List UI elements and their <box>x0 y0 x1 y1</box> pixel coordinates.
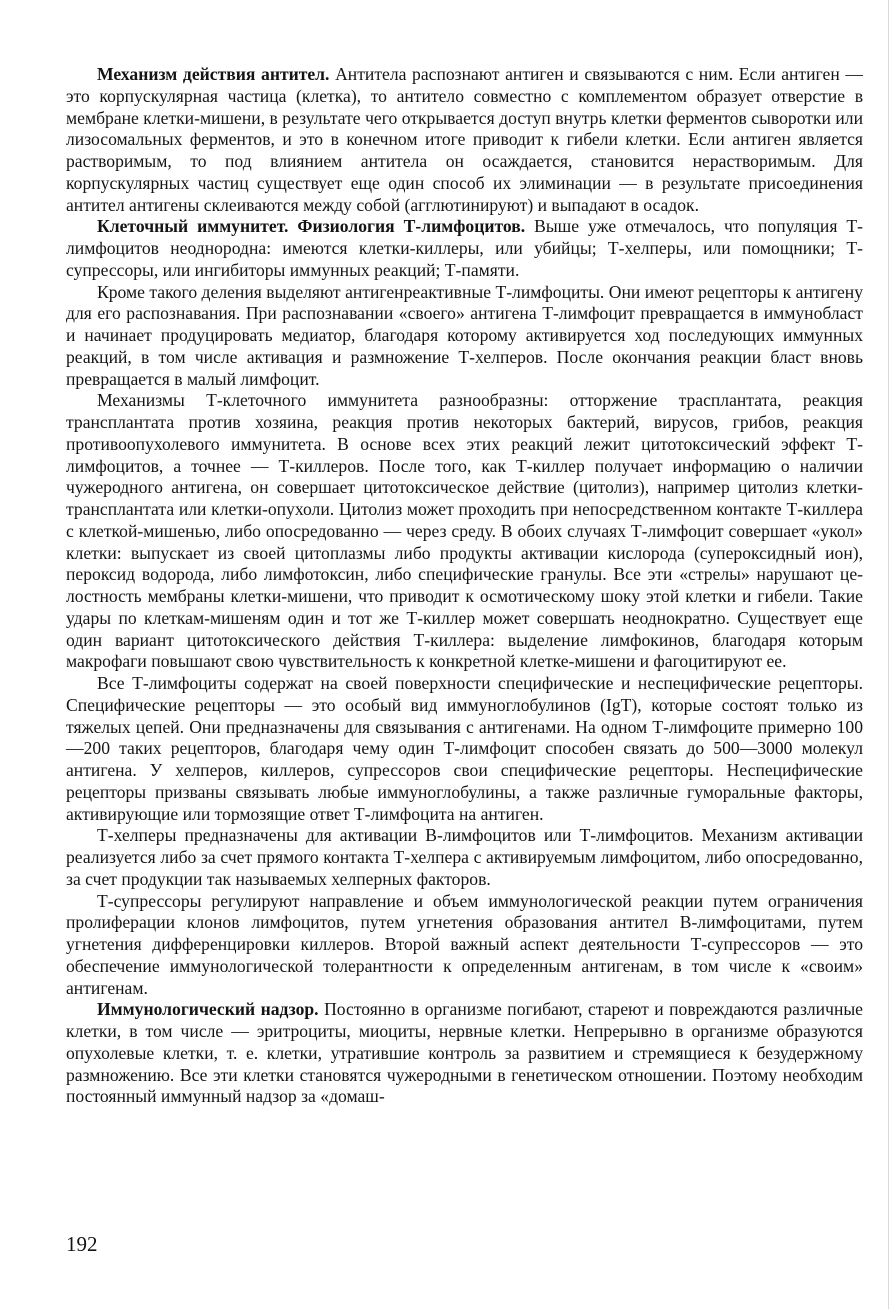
paragraph-receptors <box>66 673 863 825</box>
paragraph-t-cell-mechanisms <box>66 390 863 673</box>
section-heading: Клеточный иммунитет. Физиология Т-лимфоцитов. <box>97 216 526 237</box>
paragraph-text: Т-хелперы предназначены для активации В-лимфоцитов или Т-лимфоцитов. Механизм активации реализуется либо за счет прямого контакта Т-хелпера с активируемым лимфоцитом, либо опосредованно, за счет продукции так называемых хелперных факторов. <box>66 825 863 889</box>
section-heading: Механизм действия антител. <box>97 64 330 84</box>
paragraph-text: Т-супрессоры регулируют направление и объем иммунологической реакции путем ограничения пролиферации клонов лимфоцитов, путем угнетения образования антител В-лимфоцитами, путем угнетения дифференцировки киллеров. Второй важный аспект деятельности Т-супрессоров — это обеспечение иммунологической толерантности к определенным антигенам, в том числе к «своим» антигенам. <box>66 890 863 998</box>
paragraph-text: Механизмы Т-клеточного иммунитета разнообразны: отторжение трасплантата, реакция трансплантата против хозяина, реакция против некоторых бактерий, вирусов, грибов, реакция противоопухолевого иммунитета. В основе всех этих реакций лежит цитотоксический эффект Т-лимфоцитов, а точнее — Т-киллеров. После того, как Т-киллер получает информацию о наличии чужеродного антигена, он совершает цитотоксическое действие (цитолиз), например цитолиз клетки-трансплантата или клетки-опухоли. Цитолиз может проходить при непосредственном контакте Т-киллера с клеткой-мишенью, либо опосредованно — через среду. В обоих случаях Т-лимфоцит совершает «укол» клетки: выпускает из своей цитоплазмы либо продукты активации кислорода (супероксидный ион), пероксид водорода, либо лимфотоксин, либо специфические гранулы. Все эти «стрелы» нарушают целостность мембраны клетки-мишени, что приводит к осмотическому шоку этой клетки и гибели. Такие удары по клеткам-мишеням один и тот же Т-киллер может совершать неоднократно. Существует еще один вариант цитотоксического действия Т-киллера: выделение лимфокинов, благодаря которым макрофаги повышают свою чувствительность к конкретной клетке-мишени и фагоцитируют ее. <box>66 390 863 672</box>
page-body <box>66 64 863 1108</box>
paragraph-text: Кроме такого деления выделяют антигенреактивные Т-лимфоциты. Они имеют рецепторы к антигену для его распознавания. При распознавании «своего» антигена Т-лимфоцит превращается в иммунобласт и начинает продуцировать медиатор, благодаря которому активируется ход последующих иммунных реакций, в том числе активация и размножение Т-хелперов. После окончания реакции бласт вновь превращается в малый лимфоцит. <box>66 281 863 389</box>
paragraph-immune-surveillance <box>66 999 863 1108</box>
paragraph-cellular-immunity <box>66 216 863 281</box>
page-edge-line <box>888 0 889 1309</box>
paragraph-text: Выше уже отмечалось, что популяция Т-лимфоцитов неоднородна: имеются клетки-киллеры, или убийцы; Т-хелперы, или помощники; Т-супрессоры, или ингибиторы иммунных реакций; Т-памяти. <box>66 216 863 280</box>
paragraph-antibody-mechanism <box>66 64 863 216</box>
section-heading: Иммунологический надзор. <box>97 999 319 1020</box>
paragraph-t-helpers <box>66 825 863 890</box>
page-number: 192 <box>66 1232 98 1256</box>
paragraph-text: Все Т-лимфоциты содержат на своей поверхности специфические и неспецифические рецепторы. Специфические рецепторы — это особый вид иммуноглобулинов (IgT), которые состоят только из тяжелых цепей. Они предназначены для связывания с антигенами. На одном Т-лимфоците примерно 100—200 таких рецепторов, благодаря чему один Т-лимфоцит способен связать до 500—3000 молекул антигена. У хелперов, киллеров, супрессоров свои специфические рецепторы. Неспецифические рецепторы призваны связывать любые иммуноглобулины, а также различные гуморальные факторы, активирующие или тормозящие ответ Т-лимфоцита на антиген. <box>66 673 863 824</box>
paragraph-t-suppressors <box>66 891 863 1000</box>
paragraph-text: Постоянно в организме погибают, стареют и повреждаются различные клетки, в том числе — эритроциты, миоциты, нервные клетки. Непрерывно в организме образуются опухолевые клетки, т. е. клетки, утратившие контроль за развитием и стремящиеся к безудержному размножению. Все эти клетки становятся чужеродными в генетическом отношении. Поэтому необходим постоянный иммунный надзор за «домаш- <box>66 999 863 1107</box>
paragraph-text: Антитела распознают антиген и связываются с ним. Если антиген — это корпускулярная частица (клетка), то антитело совместно с комплементом образует отверстие в мембране клетки-мишени, в результате чего открывается доступ внутрь клетки ферментов сыворотки или лизосомальных ферментов, и это в конечном итоге приводит к гибели клетки. Если антиген является растворимым, то под влиянием антитела он осаждается, становится нерастворимым. Для корпускулярных частиц существует еще один способ их элиминации — в результате присоединения антител антигены склеиваются между собой (агглютинируют) и выпадают в осадок. <box>66 64 863 215</box>
paragraph-antigen-reactive <box>66 282 863 391</box>
